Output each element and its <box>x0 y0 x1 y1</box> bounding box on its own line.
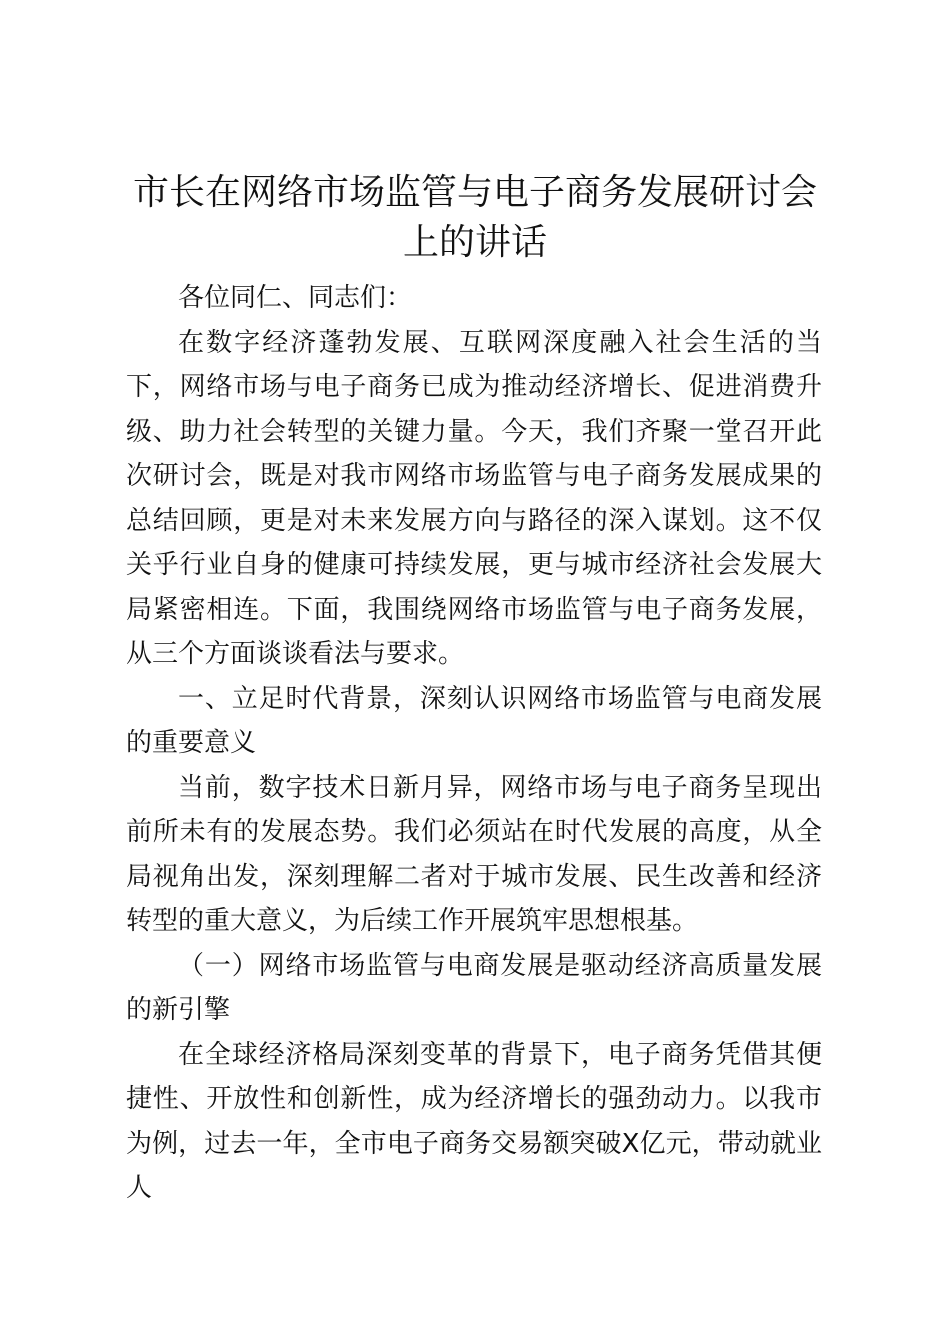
subsection-heading-1: （一）网络市场监管与电商发展是驱动经济高质量发展的新引擎 <box>126 950 822 1025</box>
subsection-1-paragraph: 在全球经济格局深刻变革的背景下，电子商务凭借其便捷性、开放性和创新性，成为经济增长的强劲动力。以我市为例，过去一年，全市电子商务交易额突破X亿元，带动就业人 <box>126 1039 822 1203</box>
section-heading-1: 一、立足时代背景，深刻认识网络市场监管与电商发展的重要意义 <box>126 683 822 758</box>
section-1-paragraph: 当前，数字技术日新月异，网络市场与电子商务呈现出前所未有的发展态势。我们必须站在时代发展的高度，从全局视角出发，深刻理解二者对于城市发展、民生改善和经济转型的重大意义，为后续工作开展筑牢思想根基。 <box>126 772 822 936</box>
document-body <box>126 276 822 1211</box>
salutation: 各位同仁、同志们： <box>178 283 413 313</box>
intro-paragraph: 在数字经济蓬勃发展、互联网深度融入社会生活的当下，网络市场与电子商务已成为推动经济增长、促进消费升级、助力社会转型的关键力量。今天，我们齐聚一堂召开此次研讨会，既是对我市网络市场监管与电子商务发展成果的总结回顾，更是对未来发展方向与路径的深入谋划。这不仅关乎行业自身的健康可持续发展，更与城市经济社会发展大局紧密相连。下面，我围绕网络市场监管与电子商务发展，从三个方面谈谈看法与要求。 <box>126 327 822 669</box>
document-title: 市长在网络市场监管与电子商务发展研讨会上的讲话 <box>132 172 817 263</box>
